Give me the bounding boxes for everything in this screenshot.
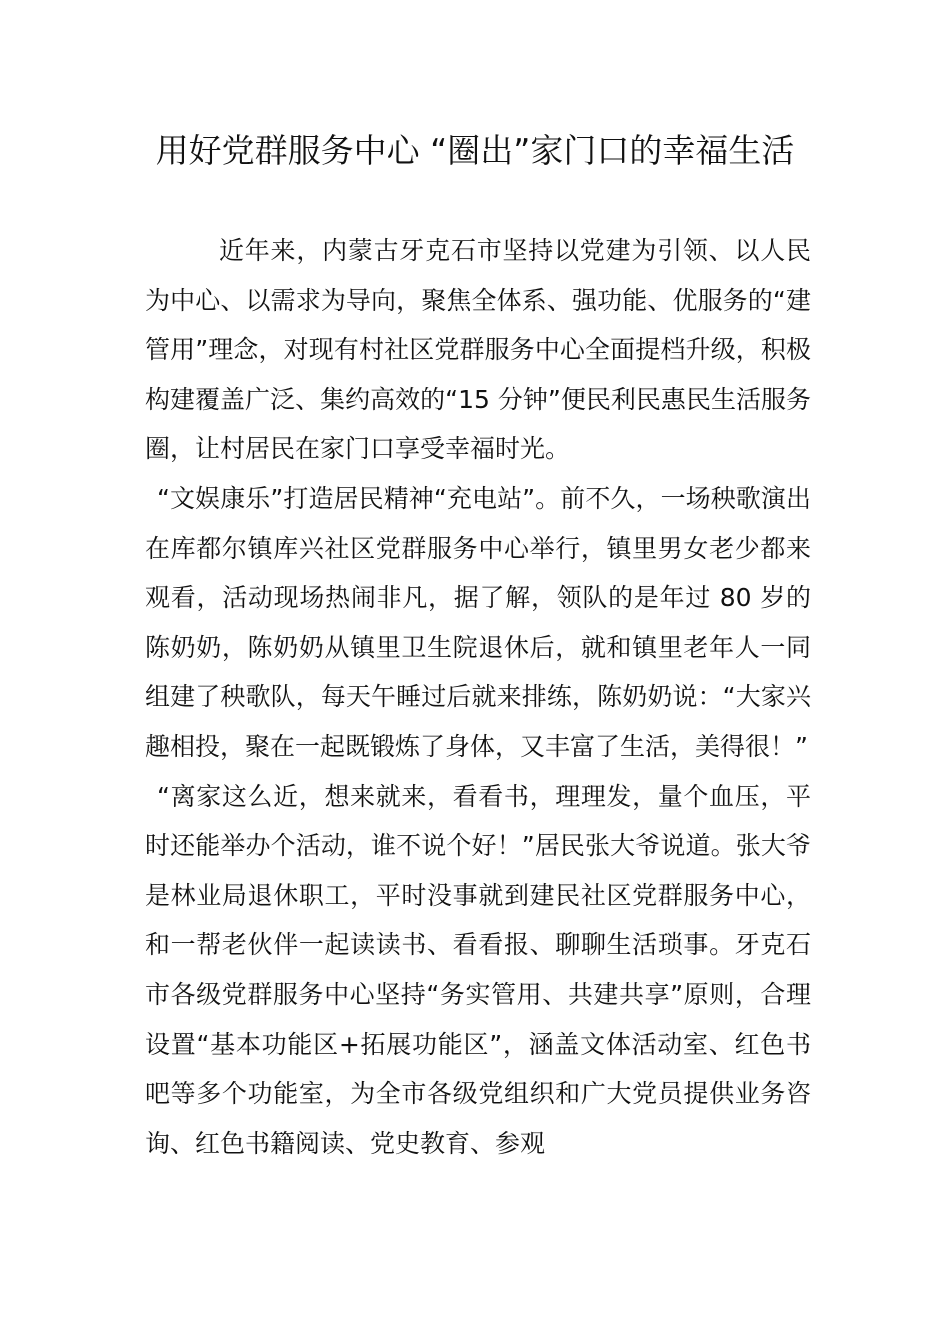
paragraph-resident-quote: “离家这么近，想来就来，看看书，理理发，量个血压，平时还能举办个活动，谁不说个好！”居民张大爷说道。张大爷是林业局退休职工，平时没事就到建民社区党群服务中心，和一帮老伙伴一起读读书、看看报、聊聊生活琐事。牙克石市各级党群服务中心坚持“务实管用、共建共享”原则，合理设置“基本功能区+拓展功能区”，涵盖文体活动室、红色书吧等多个功能室，为全市各级党组织和广大党员提供业务咨询、红色书籍阅读、党史教育、参观 [145,781,811,1158]
paragraph-intro: 近年来，内蒙古牙克石市坚持以党建为引领、以人民为中心、以需求为导向，聚焦全体系、强功能、优服务的“建管用”理念，对现有村社区党群服务中心全面提档升级，积极构建覆盖广泛、集约高效的“15 分钟”便民利民惠民生活服务圈，让村居民在家门口享受幸福时光。 [145,236,811,464]
document-title: 用好党群服务中心 “圈出”家门口的幸福生活 [155,131,795,170]
document-body [145,226,811,1168]
paragraph-entertainment: “文娱康乐”打造居民精神“充电站”。前不久，一场秧歌演出在库都尔镇库兴社区党群服务中心举行，镇里男女老少都来观看，活动现场热闹非凡，据了解，领队的是年过 80 岁的陈奶奶，陈奶奶从镇里卫生院退休后，就和镇里老年人一同组建了秧歌队，每天午睡过后就来排练，陈奶奶说：“大家兴趣相投，聚在一起既锻炼了身体，又丰富了生活，美得很！” [145,483,811,761]
